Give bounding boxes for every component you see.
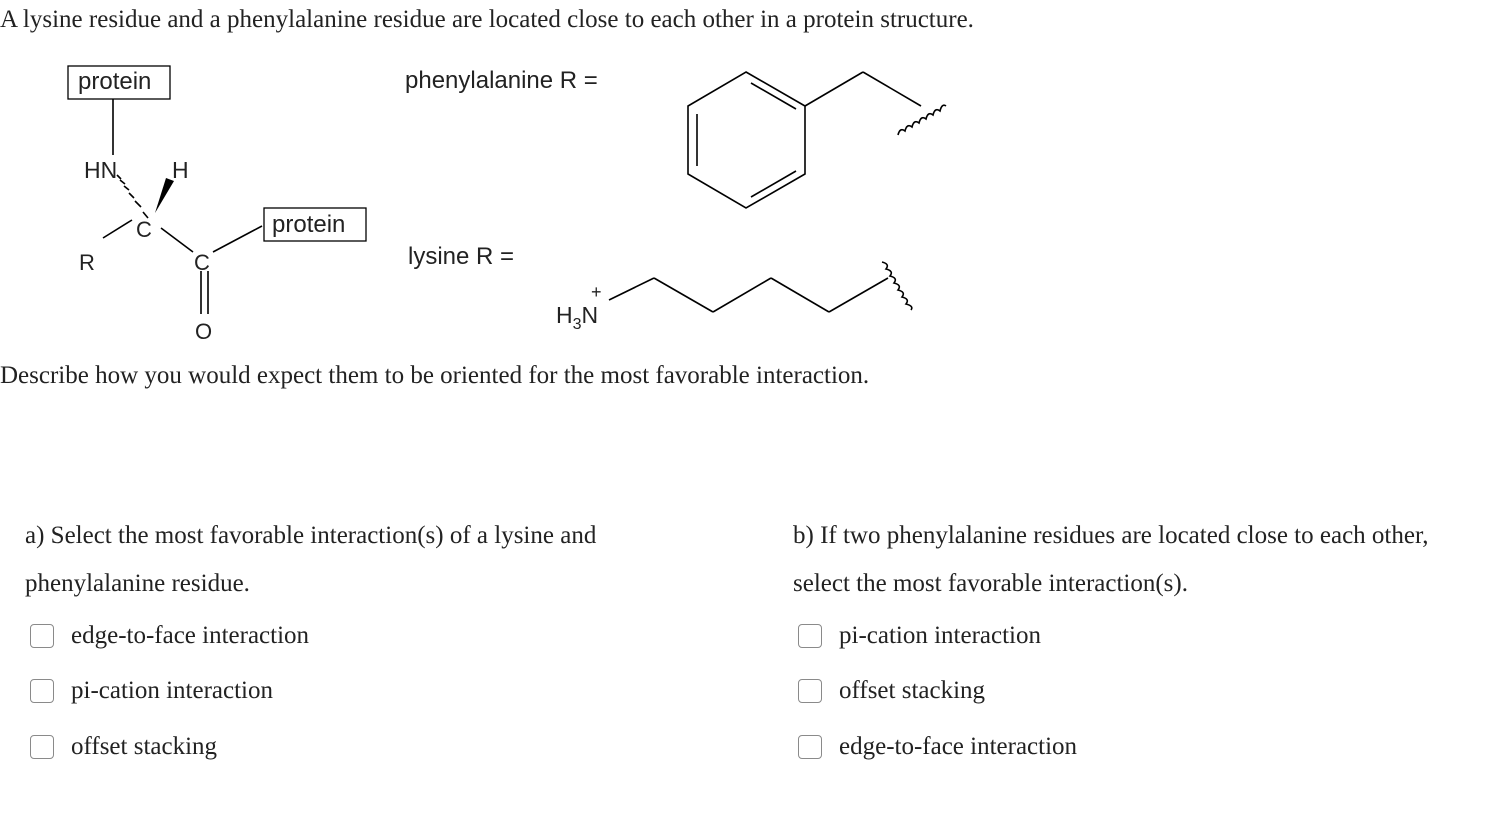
option-b-3[interactable] <box>793 719 1473 775</box>
carbonyl-carbon-label: C <box>194 250 210 275</box>
question-a <box>25 512 725 775</box>
option-b-1[interactable] <box>793 608 1473 664</box>
question-b <box>793 512 1473 775</box>
option-a-2-label: pi-cation interaction <box>71 677 274 705</box>
question-a-text: a) Select the most favorable interaction(s) of a lysine and phenylalanine residue. <box>25 522 597 597</box>
hn-label: HN <box>84 157 118 183</box>
checkbox-b-1[interactable] <box>798 624 822 648</box>
prompt-text: Describe how you would expect them to be oriented for the most favorable interaction. <box>0 362 870 389</box>
option-b-1-label: pi-cation interaction <box>839 621 1042 649</box>
option-b-2[interactable] <box>793 664 1473 720</box>
benzyl-structure <box>688 72 946 208</box>
checkbox-b-2[interactable] <box>798 679 822 703</box>
lysine-chain <box>609 262 912 312</box>
option-b-3-label: edge-to-face interaction <box>839 732 1078 760</box>
checkbox-a-1[interactable] <box>30 624 54 648</box>
option-a-2[interactable] <box>25 664 725 720</box>
phe-wavy-bond <box>898 105 946 135</box>
checkbox-a-3[interactable] <box>30 735 54 759</box>
option-b-2-label: offset stacking <box>839 677 986 705</box>
option-a-3[interactable] <box>25 719 725 775</box>
amino-acid-structure <box>68 66 366 314</box>
positive-charge: + <box>591 282 602 302</box>
checkbox-b-3[interactable] <box>798 735 822 759</box>
h-label: H <box>172 157 189 183</box>
option-a-3-label: offset stacking <box>71 732 218 760</box>
solid-wedge <box>155 178 174 213</box>
question-b-text: b) If two phenylalanine residues are located close to each other, select the most favorable interaction(s). <box>793 522 1429 597</box>
checkbox-a-2[interactable] <box>30 679 54 703</box>
residue-structures-diagram <box>0 0 1000 350</box>
intro-text: A lysine residue and a phenylalanine residue are located close to each other in a protein structure. <box>0 6 974 33</box>
phenylalanine-label: phenylalanine R = <box>405 67 598 94</box>
lysine-label: lysine R = <box>408 243 515 270</box>
protein-label-right: protein <box>272 211 346 238</box>
alpha-carbon-label: C <box>136 217 152 242</box>
option-a-1[interactable] <box>25 608 725 664</box>
lys-wavy-bond <box>882 262 912 310</box>
protein-label-top: protein <box>78 68 152 95</box>
ammonium-label: $H_3N$ <box>556 302 599 333</box>
option-a-1-label: edge-to-face interaction <box>71 621 310 649</box>
oxygen-label: O <box>195 319 213 344</box>
r-label: R <box>79 250 95 275</box>
